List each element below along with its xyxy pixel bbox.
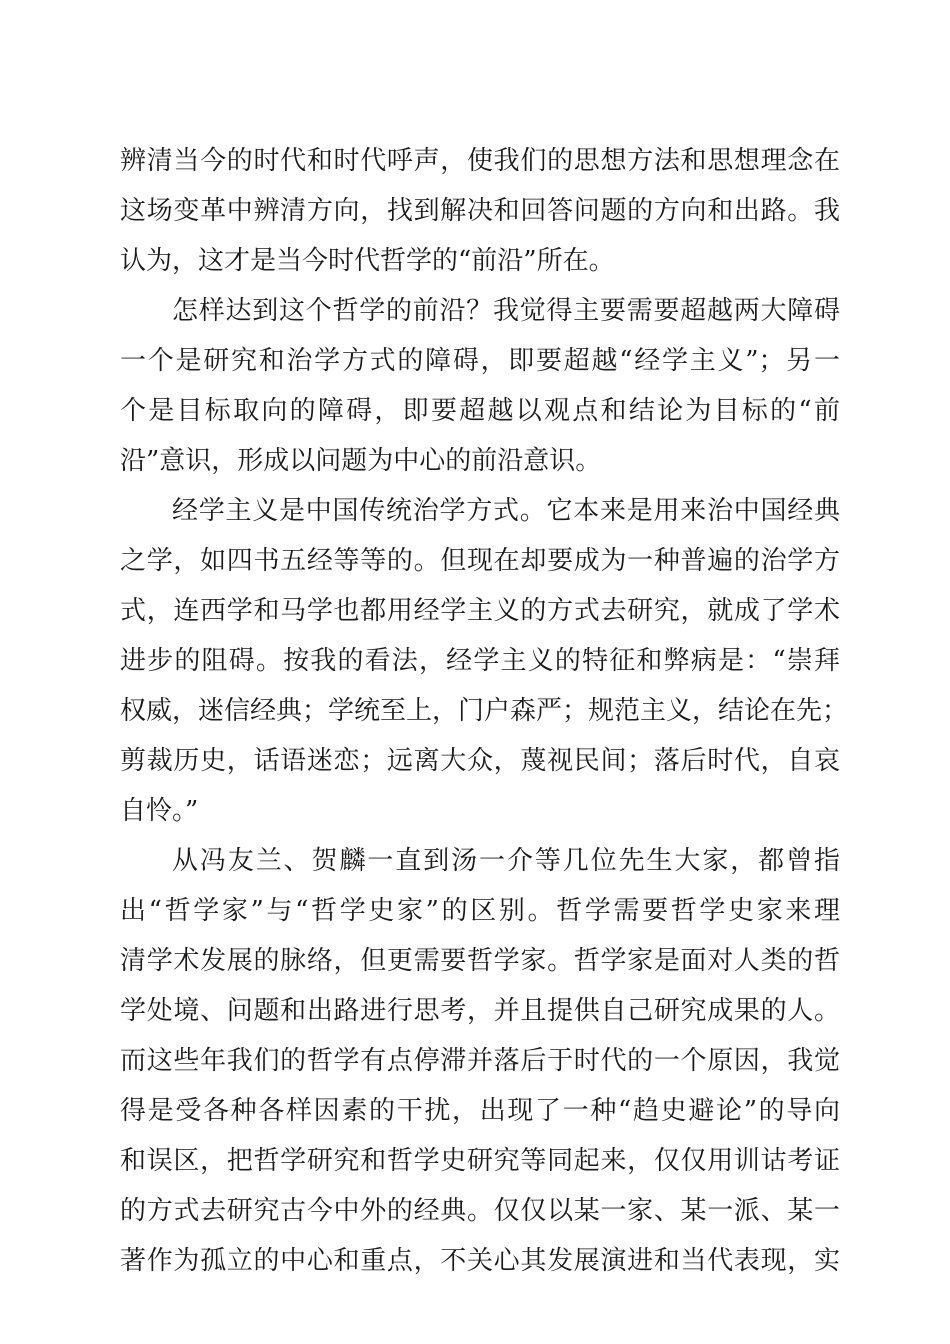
text-line: 之学，如四书五经等等的。但现在却要成为一种普遍的治学方: [120, 546, 840, 576]
body-text: [120, 136, 849, 1286]
text-line: 一个是研究和治学方式的障碍，即要超越“经学主义”；另一: [120, 346, 840, 376]
text-line: 和误区，把哲学研究和哲学史研究等同起来，仅仅用训诂考证: [120, 1146, 840, 1176]
text-line: 清学术发展的脉络，但更需要哲学家。哲学家是面对人类的哲: [120, 946, 840, 976]
text-line: 认为，这才是当今时代哲学的“前沿”所在。: [120, 246, 615, 276]
text-line: 剪裁历史，话语迷恋；远离大众，蔑视民间；落后时代，自哀: [120, 746, 840, 776]
text-line: 而这些年我们的哲学有点停滞并落后于时代的一个原因，我觉: [120, 1046, 840, 1076]
text-line: 沿”意识，形成以问题为中心的前沿意识。: [120, 446, 602, 476]
text-line: 学处境、问题和出路进行思考，并且提供自己研究成果的人。: [120, 996, 840, 1026]
text-line: 得是受各种各样因素的干扰，出现了一种“趋史避论”的导向: [120, 1096, 840, 1126]
text-line: 自怜。”: [120, 796, 199, 826]
text-line: 从冯友兰、贺麟一直到汤一介等几位先生大家，都曾指: [172, 846, 840, 876]
text-line: 怎样达到这个哲学的前沿？我觉得主要需要超越两大障碍: [172, 296, 840, 326]
text-line: 进步的阻碍。按我的看法，经学主义的特征和弊病是：“崇拜: [120, 646, 840, 676]
text-line: 权威，迷信经典；学统至上，门户森严；规范主义，结论在先；: [120, 696, 849, 726]
text-line: 式，连西学和马学也都用经学主义的方式去研究，就成了学术: [120, 596, 840, 626]
text-line: 经学主义是中国传统治学方式。它本来是用来治中国经典: [172, 496, 840, 526]
text-line: 出“哲学家”与“哲学史家”的区别。哲学需要哲学史家来理: [120, 896, 840, 926]
text-line: 这场变革中辨清方向，找到解决和回答问题的方向和出路。我: [120, 196, 840, 226]
text-line: 的方式去研究古今中外的经典。仅仅以某一家、某一派、某一: [120, 1196, 840, 1226]
text-line: 个是目标取向的障碍，即要超越以观点和结论为目标的“前: [120, 396, 840, 426]
text-line: 辨清当今的时代和时代呼声，使我们的思想方法和思想理念在: [120, 146, 840, 176]
text-line: 著作为孤立的中心和重点，不关心其发展演进和当代表现，实: [120, 1246, 840, 1276]
